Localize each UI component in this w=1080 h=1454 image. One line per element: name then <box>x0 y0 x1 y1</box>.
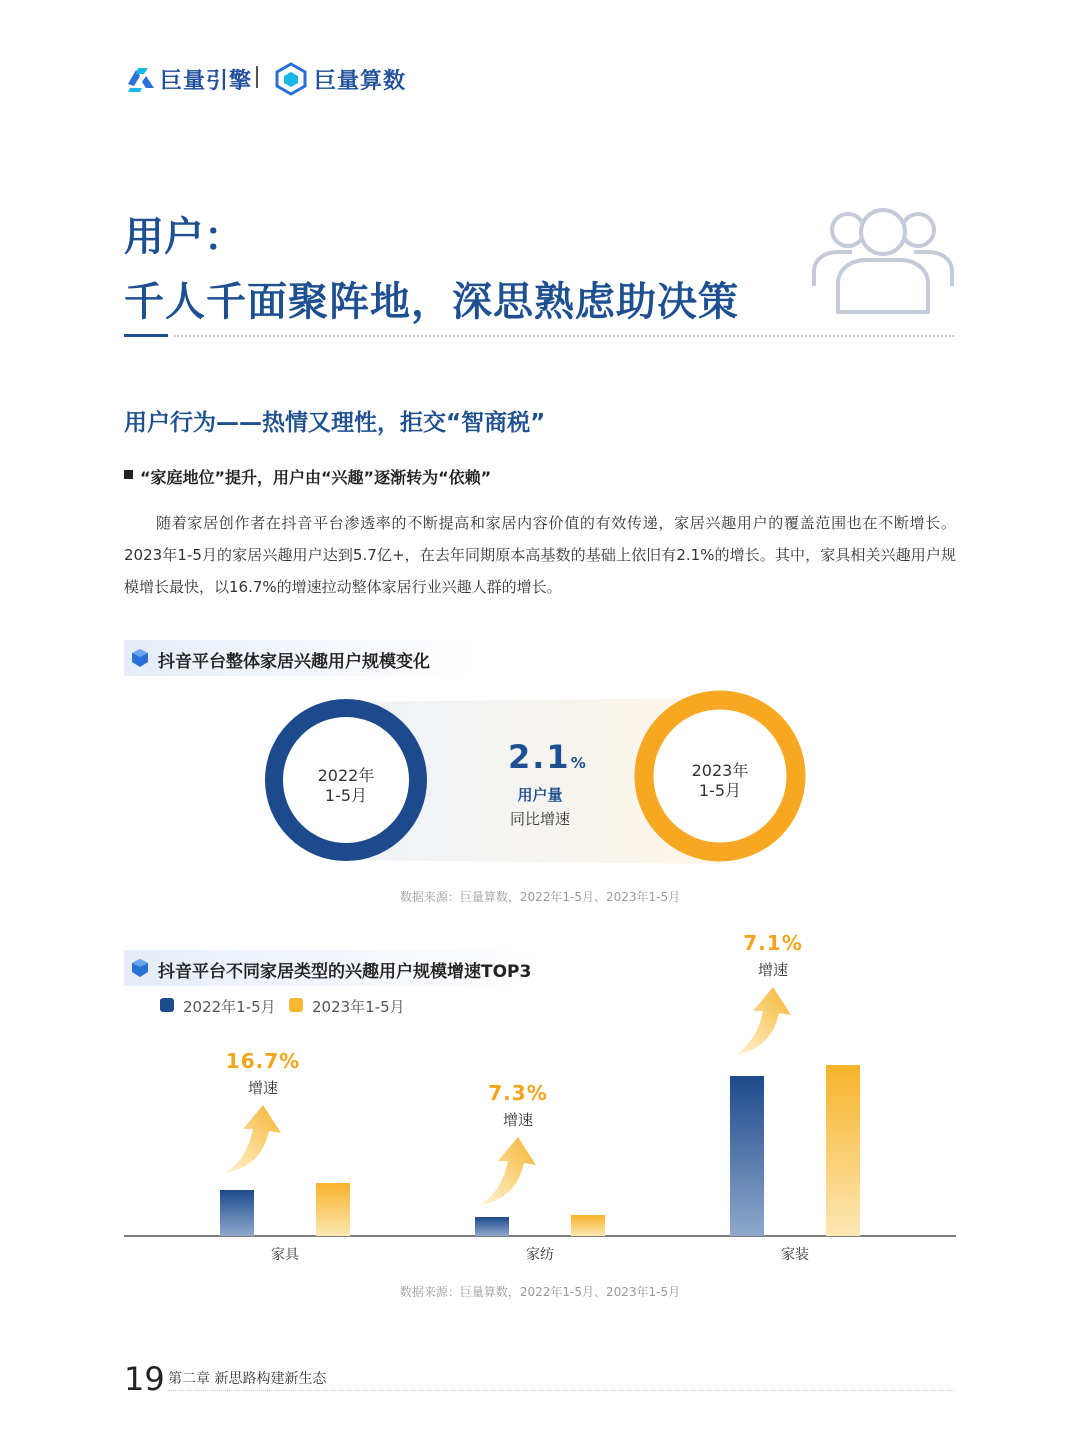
page-number: 19 <box>124 1360 165 1398</box>
bar-2022-2 <box>475 1217 509 1236</box>
chart2-heading: 抖音平台不同家居类型的兴趣用户规模增速TOP3 <box>158 962 532 982</box>
ring-2022-line2: 1-5月 <box>324 786 368 805</box>
ring-2023-line2: 1-5月 <box>698 781 742 800</box>
chart1-heading: 抖音平台整体家居兴趣用户规模变化 <box>158 652 430 672</box>
ring-2023-line1: 2023年 <box>691 761 749 780</box>
category-label: 家纺 <box>526 1247 554 1263</box>
growth-rate-value: 7.3% <box>488 1081 548 1105</box>
bullet-heading: “家庭地位”提升，用户由“兴趣”逐渐转为“依赖” <box>140 468 492 487</box>
growth-rate-label: 增速 <box>757 961 788 979</box>
category-label: 家具 <box>271 1247 299 1263</box>
growth-arrow-icon <box>735 987 791 1055</box>
chart1-source: 数据来源：巨量算数，2022年1-5月、2023年1-5月 <box>399 890 681 904</box>
page-title-line2: 千人千面聚阵地，深思熟虑助决策 <box>124 279 739 325</box>
category-label: 家装 <box>781 1247 809 1263</box>
growth-rate-label: 增速 <box>502 1111 533 1129</box>
chapter-title: 第二章 新思路构建新生态 <box>168 1371 327 1387</box>
growth-number: 2.1 <box>508 738 571 776</box>
growth-rate-value: 16.7% <box>225 1049 301 1073</box>
bar-2023-2 <box>571 1215 605 1236</box>
growth-arrow-icon <box>480 1137 536 1205</box>
chart2-source: 数据来源：巨量算数，2022年1-5月、2023年1-5月 <box>399 1285 681 1299</box>
section-heading: 用户行为——热情又理性，拒交“智商税” <box>124 410 546 436</box>
brand-juliang-engine: 巨量引擎 <box>160 69 253 94</box>
growth-rate-label: 增速 <box>247 1079 278 1097</box>
bar-2023-1 <box>316 1183 350 1236</box>
footer-divider <box>168 1390 954 1391</box>
brand-juliang-suanshu: 巨量算数 <box>314 69 407 94</box>
ring-2022-line1: 2022年 <box>317 766 375 785</box>
bar-2022-1 <box>220 1190 254 1236</box>
page-title-line1: 用户： <box>124 214 244 260</box>
body-paragraph: 随着家居创作者在抖音平台渗透率的不断提高和家居内容价值的有效传递，家居兴趣用户的覆盖范围也在不断增长。2023年1-5月的家居兴趣用户达到5.7亿+，在去年同期原本高基数的基础上依旧有2.1%的增长。其中，家具相关兴趣用户规模增长最快，以16.7%的增速拉动整体家居行业兴趣人群的增长。 <box>124 514 956 596</box>
bar-2023-3 <box>826 1065 860 1236</box>
legend-label-2022: 2022年1-5月 <box>183 998 276 1016</box>
growth-unit: % <box>570 754 588 772</box>
growth-arrow-icon <box>225 1105 281 1173</box>
growth-label-yoy: 同比增速 <box>509 810 570 828</box>
growth-label-users: 用户量 <box>517 786 563 804</box>
bar-2022-3 <box>730 1076 764 1236</box>
legend-label-2023: 2023年1-5月 <box>312 998 405 1016</box>
growth-rate-value: 7.1% <box>743 931 803 955</box>
